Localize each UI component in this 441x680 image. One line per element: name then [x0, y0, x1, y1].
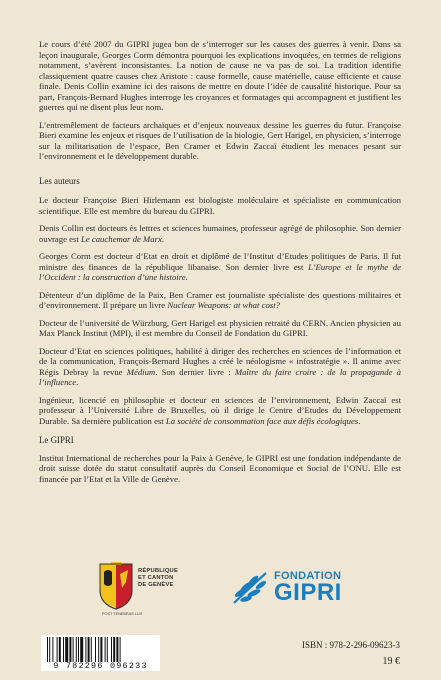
author-cramer-text: Détenteur d’un diplôme de la Paix, Ben Cramer est journaliste spécialiste des questions militaires et d’environnement. Il prépare un livre	[39, 289, 401, 310]
author-hughes	[39, 346, 401, 388]
barcode-digits: 9 782296 096233	[53, 661, 148, 671]
geneve-wordmark	[138, 568, 198, 589]
author-harigel: Docteur de l’université de Würzburg, Gert Harigel est physicien retraité du CERN. Ancien physicien au Max Planck Institut (MPI), il est membre du Conseil de Fondation du GIPRI.	[39, 317, 401, 338]
author-bieri: Le docteur Françoise Bieri Hirlemann est biologiste moléculaire et spécialiste en communication scientifique. Elle est membre du bureau du GIPRI.	[39, 195, 401, 216]
gipri-fondation-label: FONDATION	[274, 570, 342, 582]
author-corm-text: Georges Corm est docteur d’Etat en droit et diplômé de l’Institut d’Etudes politiques de Paris. Il fut ministre des finances de la république libanaise. Son dernier livre est	[39, 251, 401, 272]
author-zaccai-text: Ingénieur, licencié en philosophie et docteur en sciences de l’environnement, Edwin Zaccaï est professeur à l’Université Libre de Bruxelles, où il dirige le Centre d’Etudes du Développement Durable. Sa dernière publication est	[39, 394, 401, 426]
geneve-motto: POST TENEBRAS LUX	[102, 612, 143, 616]
geneve-logo	[90, 560, 200, 620]
author-corm	[39, 251, 401, 283]
author-hughes-review: Médium	[126, 366, 156, 377]
geneve-shield-icon	[98, 562, 134, 610]
intro-paragraph-1: Le cours d’été 2007 du GIPRI jugea bon de s’interroger sur les causes des guerres à venir. Dans sa leçon inaugurale, Georges Corm démontra pourquoi les explications invoquées, en termes de religions notamment, s’avèrent inconsistantes. La notion de cause ne va pas de soi. La tradition identifie classiquement quatre causes chez Aristote : cause formelle, cause matérielle, cause efficiente et cause finale. Denis Collin examine ici des raisons de mettre en doute l’idée de causalité historique. Pour sa part, François-Bernard Hughes interroge les croyances et formatages qui accompagnent et justifient les guerres qui ne disent plus leur nom.	[39, 39, 401, 112]
gipri-name-label: GIPRI	[274, 579, 342, 606]
author-hughes-text: Docteur d’Etat en sciences politiques, habilité à diriger des recherches en sciences de l’information et de la communication, François-Bernard Hughes a créé le néologisme « infostratégie ». Il anime avec Régis Debray la revue	[39, 345, 401, 377]
author-zaccai-end: .	[358, 415, 361, 426]
gipri-description: Institut International de recherches pour la Paix à Genève, le GIPRI est une fondation indépendante de droit suisse dotée du statut consultatif auprès du Conseil Economique et Social de l’ONU. Elle est financée par l’Etat et la Ville de Genève.	[39, 452, 401, 484]
geneve-line-3: DE GENÈVE	[138, 582, 174, 588]
barcode	[41, 635, 160, 671]
author-corm-book: L’Europe et le mythe de l’Occident : la construction d’une histoire	[39, 261, 401, 282]
gipri-heading: Le GIPRI	[39, 435, 74, 445]
author-hughes-text-2: . Son dernier livre :	[155, 366, 235, 377]
price: 19 €	[382, 656, 400, 667]
author-collin	[39, 223, 401, 244]
author-collin-book: Le cauchemar de Marx	[80, 233, 162, 244]
author-collin-end: .	[161, 233, 164, 244]
authors-heading: Les auteurs	[39, 175, 80, 186]
author-hughes-book: Maître du faire croire : de la propagande à l’influence	[39, 366, 401, 387]
logos-row	[90, 560, 390, 620]
author-collin-text: Denis Collin est docteurs ès lettres et sciences humaines, professeur agrégé de philosophie. Son dernier ouvrage est	[39, 223, 401, 244]
gipri-logo	[230, 566, 390, 608]
author-cramer	[39, 290, 401, 311]
author-zaccai	[39, 395, 401, 427]
author-hughes-end: .	[76, 377, 79, 387]
author-zaccai-book: La société de consommation face aux défis écologiques	[165, 415, 359, 426]
geneve-line-2: ET CANTON	[138, 575, 174, 581]
author-cramer-book: Nuclear Weapons: at what cost?	[167, 300, 280, 310]
author-corm-end: .	[185, 272, 188, 282]
isbn: ISBN : 978-2-296-09623-3	[302, 640, 400, 650]
barcode-bars	[45, 637, 156, 662]
olive-branch-icon	[230, 569, 270, 607]
intro-paragraph-2: L’entremêlement de facteurs archaïques et d’enjeux nouveaux dessine les guerres du futur. Françoise Bieri examine les enjeux et risques de l’utilisation de la biologie, Gert Harigel, en physicien, s’interroge sur la militarisation de l’espace, Ben Cramer et Edwin Zaccaï étudient les menaces pesant sur l’environnement et le développement durable.	[39, 119, 401, 161]
geneve-line-1: RÉPUBLIQUE	[138, 568, 179, 574]
back-cover-text	[39, 39, 401, 491]
